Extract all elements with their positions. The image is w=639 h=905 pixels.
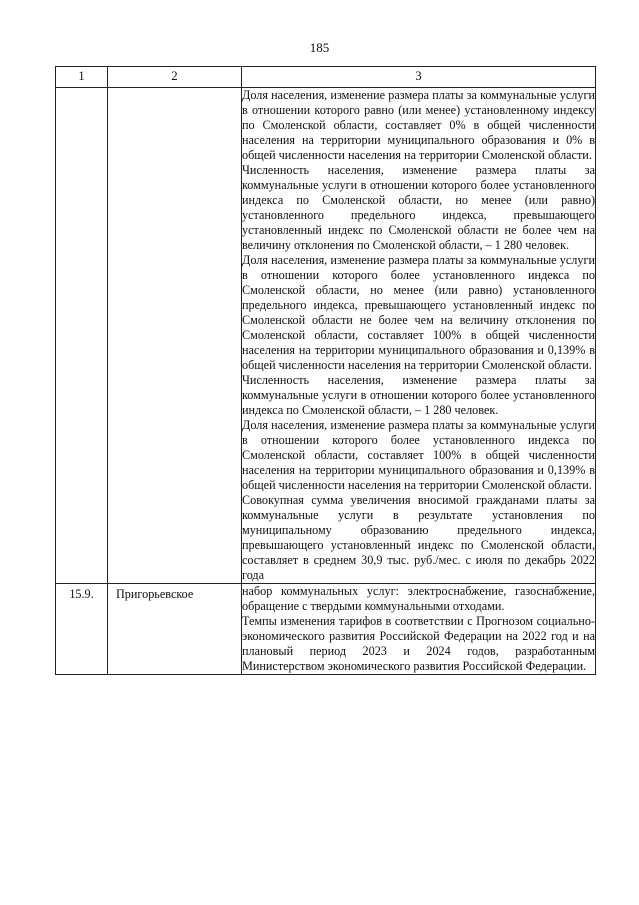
paragraph: Доля населения, изменение размера платы за коммунальные услуги в отношении которого более установленного индекса по Смоленской области, но менее (или равно) установленного предельного индекса, превышающего установленный индекс по Смоленской области не более чем на величину отклонения по Смоленской области, составляет 100% в общей численности населения на территории муниципального образования и 0,139% в общей численности населения на территории Смоленской области. (242, 253, 595, 372)
paragraph: Темпы изменения тарифов в соответствии с Прогнозом социально-экономического развития Российской Федерации на 2022 год и на плановый период 2023 и 2024 годов, разработанным Министерством экономического развития Российской Федерации. (242, 614, 595, 673)
row-number-cell: 15.9. (56, 584, 108, 675)
row-number-cell (56, 88, 108, 584)
row-name-cell (108, 88, 242, 584)
row-description-cell (242, 584, 596, 675)
paragraph: Доля населения, изменение размера платы за коммунальные услуги в отношении которого более установленного индекса по Смоленской области, составляет 100% в общей численности населения на территории муниципального образования и 0,139% в общей численности населения на территории Смоленской области. (242, 418, 595, 492)
header-cell-1: 1 (56, 67, 108, 88)
paragraph: Доля населения, изменение размера платы за коммунальные услуги в отношении которого равно (или менее) установленному индексу по Смоленской области, составляет 0% в общей численности населения на территории муниципального образования и 0% в общей численности населения на территории Смоленской области. (242, 88, 595, 162)
table-header-row (56, 67, 596, 88)
row-description-cell (242, 88, 596, 584)
row-name-cell: Пригорьевское (108, 584, 242, 675)
table-row (56, 88, 596, 584)
header-cell-2: 2 (108, 67, 242, 88)
document-table (55, 66, 596, 675)
paragraph: Численность населения, изменение размера платы за коммунальные услуги в отношении которого более установленного индекса по Смоленской области, – 1 280 человек. (242, 373, 595, 417)
table-row (56, 584, 596, 675)
paragraph: набор коммунальных услуг: электроснабжение, газоснабжение, обращение с твердыми коммунальными отходами. (242, 584, 595, 613)
paragraph: Численность населения, изменение размера платы за коммунальные услуги в отношении которого более установленного индекса по Смоленской области, но менее (или равно) установленного предельного индекса, превышающего установленный индекс по Смоленской области не более чем на величину отклонения по Смоленской области, – 1 280 человек. (242, 163, 595, 252)
header-cell-3: 3 (242, 67, 596, 88)
page-number: 185 (309, 40, 330, 55)
paragraph: Совокупная сумма увеличения вносимой гражданами платы за коммунальные услуги в результате установления по муниципальному образованию предельного индекса, превышающего установленный индекс по Смоленской области, составляет в среднем 30,9 тыс. руб./мес. с июля по декабрь 2022 года (242, 493, 595, 582)
